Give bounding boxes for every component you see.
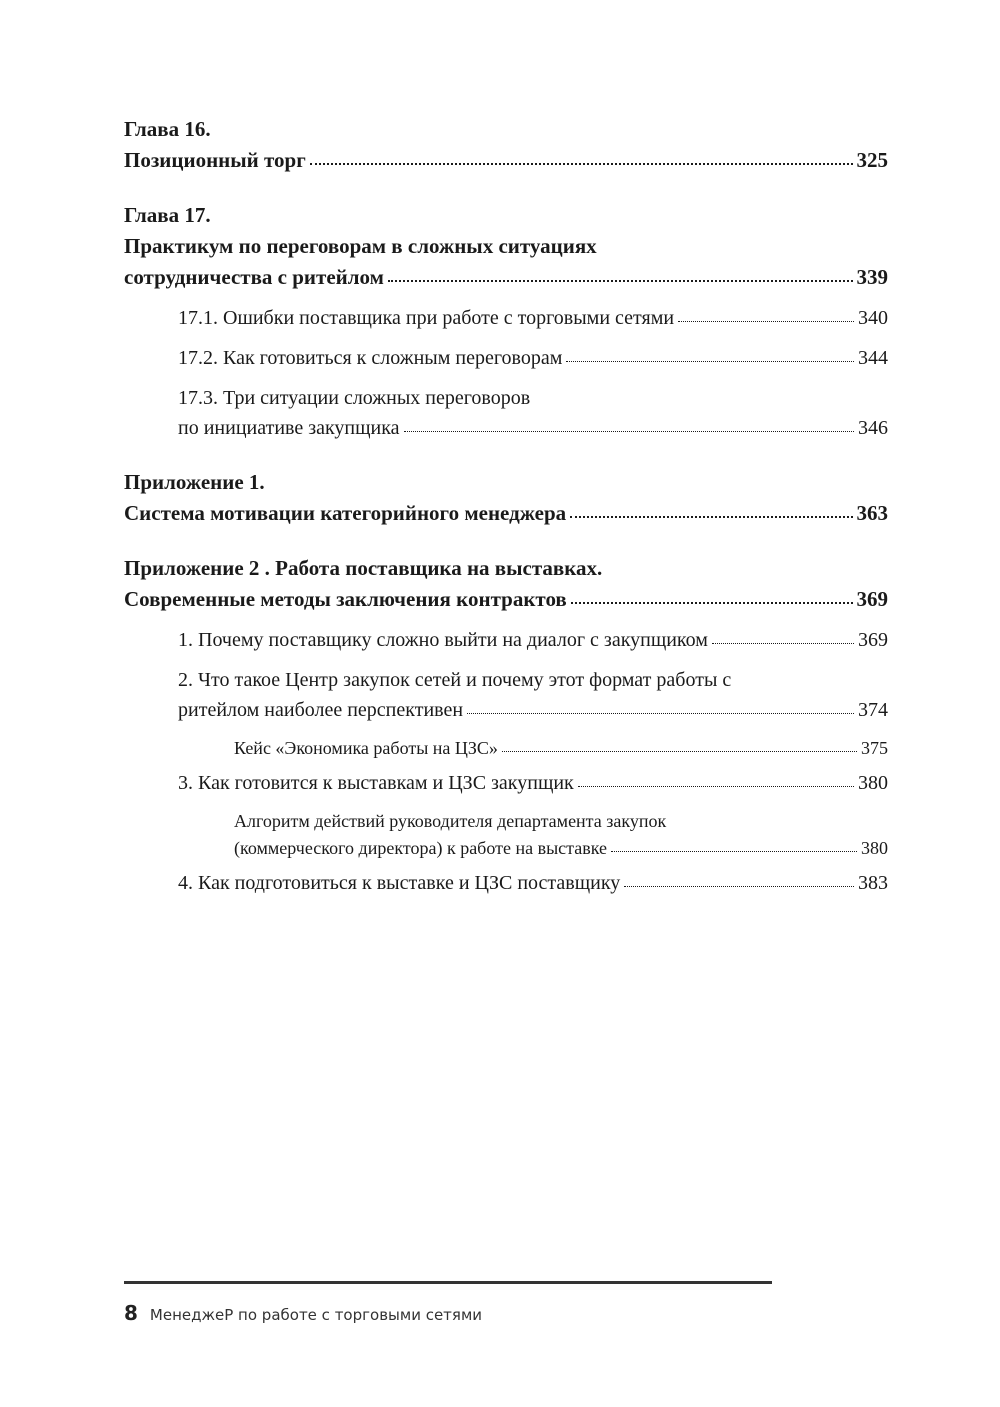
chapter-title-line	[124, 262, 888, 293]
sub-item-title: по инициативе закупщика	[178, 417, 400, 439]
sub-item-page: 380	[861, 838, 888, 858]
leader-dots	[388, 265, 853, 282]
sub-item-page: 344	[858, 347, 888, 369]
toc-sub-item	[178, 625, 888, 655]
chapter-page: 369	[856, 587, 888, 611]
sub-item-title-first-line: 17.3. Три ситуации сложных переговоров	[178, 387, 531, 409]
leader-dots	[404, 417, 854, 432]
chapter-label: Приложение 2 . Работа поставщика на выставках.	[124, 556, 603, 580]
sub-item-title: Кейс «Экономика работы на ЦЗС»	[234, 738, 498, 758]
sub-item-page: 380	[858, 772, 888, 794]
sub-item-title: 17.1. Ошибки поставщика при работе с торговыми сетями	[178, 307, 675, 329]
appendix-2	[124, 553, 888, 898]
leader-dots	[678, 307, 854, 322]
chapter-page: 363	[856, 501, 888, 525]
toc-sub-item	[178, 343, 888, 373]
sub-item-title: 4. Как подготовиться к выставке и ЦЗС поставщику	[178, 872, 621, 894]
leader-dots	[570, 501, 852, 518]
chapter-17	[124, 200, 888, 443]
leader-dots	[566, 347, 854, 362]
sub-item-title: 3. Как готовится к выставкам и ЦЗС закупщик	[178, 772, 574, 794]
chapter-16	[124, 114, 888, 176]
leader-dots	[578, 772, 854, 787]
chapter-page: 325	[856, 148, 888, 172]
chapter-title: Современные методы заключения контрактов	[124, 587, 567, 611]
toc-sub-item	[178, 665, 888, 725]
sub-item-title-first-line: Алгоритм действий руководителя департамента закупок	[234, 811, 667, 831]
leader-dots	[571, 587, 853, 604]
chapter-label: Приложение 1.	[124, 470, 265, 494]
chapter-title: Система мотивации категорийного менеджера	[124, 501, 567, 525]
leader-dots	[310, 148, 853, 165]
leader-dots	[502, 738, 857, 752]
sub-item-page: 346	[858, 417, 888, 439]
toc-sub-sub-item	[234, 808, 888, 862]
sub-item-title-first-line: 2. Что такое Центр закупок сетей и почему этот формат работы с	[178, 669, 732, 691]
leader-dots	[467, 699, 854, 714]
sub-item-page: 374	[858, 699, 888, 721]
appendix-1	[124, 467, 888, 529]
sub-item-page: 375	[861, 738, 888, 758]
table-of-contents	[124, 114, 888, 922]
chapter-title-line	[124, 498, 888, 529]
chapter-title-first-line: Практикум по переговорам в сложных ситуациях	[124, 234, 597, 258]
toc-sub-sub-item	[234, 735, 888, 762]
sub-item-title: (коммерческого директора) к работе на выставке	[234, 838, 608, 858]
leader-dots	[611, 838, 857, 852]
running-title: МенеджеР по работе с торговыми сетями	[149, 1306, 483, 1324]
sub-item-title: 17.2. Как готовиться к сложным переговорам	[178, 347, 563, 369]
sub-item-page: 383	[858, 872, 888, 894]
chapter-page: 339	[856, 265, 888, 289]
footer-divider	[124, 1281, 772, 1284]
chapter-label: Глава 16.	[124, 117, 211, 141]
chapter-title-line	[124, 584, 888, 615]
toc-sub-item	[178, 768, 888, 798]
page-footer	[124, 1301, 482, 1325]
toc-sub-item	[178, 868, 888, 898]
chapter-title: сотрудничества с ритейлом	[124, 265, 384, 289]
toc-sub-item	[178, 303, 888, 333]
sub-item-title: ритейлом наиболее перспективен	[178, 699, 464, 721]
toc-sub-item	[178, 383, 888, 443]
sub-item-page: 369	[858, 629, 888, 651]
chapter-title-line	[124, 145, 888, 176]
sub-item-page: 340	[858, 307, 888, 329]
chapter-title: Позиционный торг	[124, 148, 306, 172]
page-number: 8	[124, 1301, 138, 1325]
sub-item-title: 1. Почему поставщику сложно выйти на диалог с закупщиком	[178, 629, 708, 651]
chapter-label: Глава 17.	[124, 203, 211, 227]
leader-dots	[624, 872, 854, 887]
leader-dots	[712, 629, 854, 644]
